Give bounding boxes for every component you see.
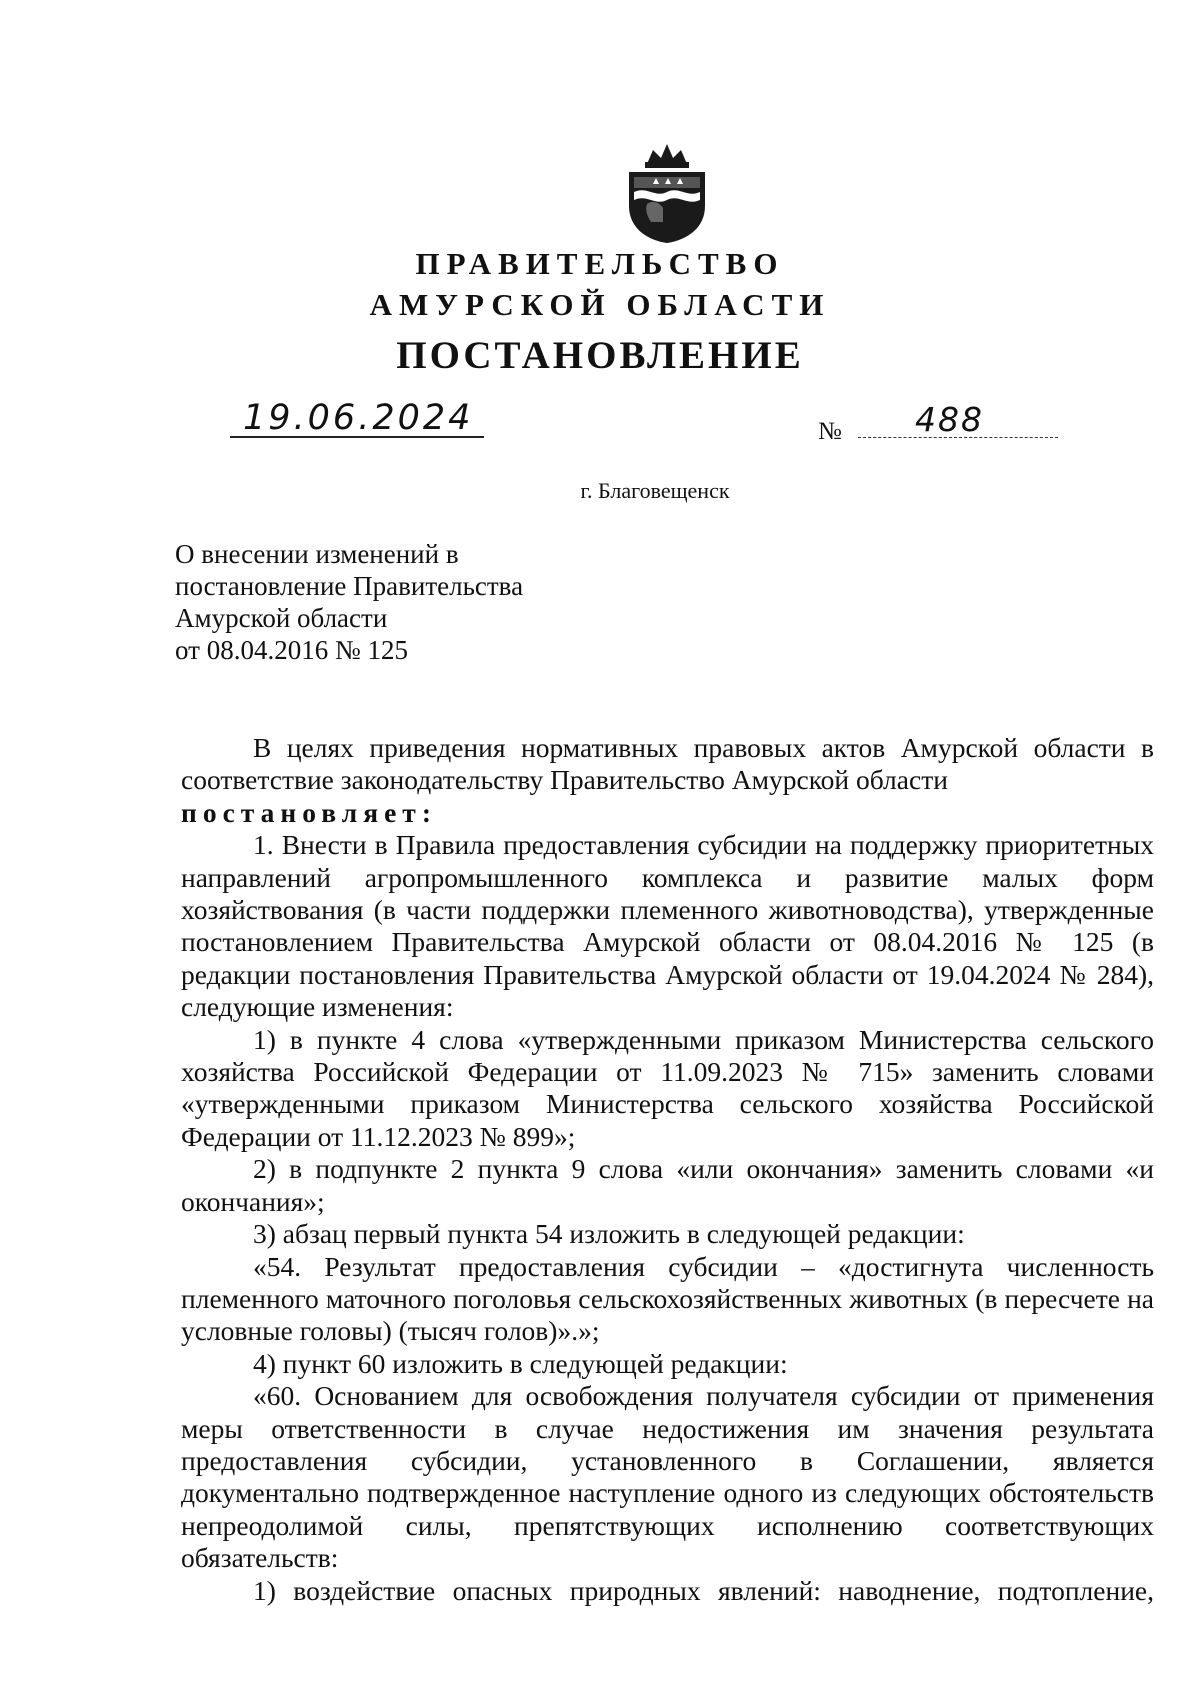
date-underline	[230, 436, 484, 438]
number-underline	[858, 437, 1058, 438]
item-1-paragraph: 1. Внести в Правила предоставления субсидии на поддержку приоритетных направлений агропромышленного комплекса и развитие малых форм хозяйствования (в части поддержки племенного животноводства), утвержденные постановлением Правительства Амурской области от 08.04.2016 № 125 (в редакции постановления Правительства Амурской области от 19.04.2024 № 284), следующие изменения:	[181, 829, 1154, 1023]
quote-item-54: «54. Результат предоставления субсидии – «достигнута численность племенного маточного поголовья сельскохозяйственных животных (в пересчете на условные головы) (тысяч голов)».»;	[181, 1250, 1154, 1347]
city-name: г. Благовещенск	[580, 478, 730, 503]
document-date: 19.06.2024	[243, 398, 474, 438]
decree-word: постановляет:	[181, 796, 437, 828]
document-type-title: ПОСТАНОВЛЕНИЕ	[396, 334, 804, 377]
government-name-line1: ПРАВИТЕЛЬСТВО	[415, 246, 785, 281]
government-name-line2: АМУРСКОЙ ОБЛАСТИ	[369, 287, 831, 322]
quote-item-60: «60. Основанием для освобождения получателя субсидии от применения меры ответственности в случае недостижения им значения результата предоставления субсидии, установленного в Соглашении, является документально подтвержденное наступление одного из следующих обстоятельств непреодолимой силы, препятствующих исполнению соответствующих обязательств:	[181, 1380, 1154, 1574]
subject-line: постановление Правительства	[175, 571, 524, 601]
number-label: №	[818, 418, 842, 445]
preamble-paragraph: В целях приведения нормативных правовых актов Амурской области в соответствие законодательству Правительство Амурской области	[181, 732, 1154, 796]
subject-line: О внесении изменений в	[175, 539, 459, 569]
subitem-2-paragraph: 2) в подпункте 2 пункта 9 слова «или окончания» заменить словами «и окончания»;	[181, 1153, 1154, 1217]
document-subject	[175, 538, 523, 666]
quote-item-60-subitem-1: 1) воздействие опасных природных явлений: наводнение, подтопление,	[253, 1574, 1154, 1606]
subitem-1-paragraph: 1) в пункте 4 слова «утвержденными приказом Министерства сельского хозяйства Российской Федерации от 11.09.2023 № 715» заменить словами «утвержденными приказом Министерства сельского хозяйства Российской Федерации от 11.12.2023 № 899»;	[181, 1023, 1154, 1152]
document-number: 488	[915, 400, 984, 439]
subject-line: от 08.04.2016 № 125	[175, 635, 408, 665]
subitem-4-paragraph: 4) пункт 60 изложить в следующей редакции:	[253, 1347, 788, 1379]
coat-of-arms-emblem	[625, 142, 709, 244]
subitem-3-paragraph: 3) абзац первый пункта 54 изложить в следующей редакции:	[253, 1218, 965, 1250]
document-body	[181, 732, 1154, 1607]
subject-line: Амурской области	[175, 603, 388, 633]
